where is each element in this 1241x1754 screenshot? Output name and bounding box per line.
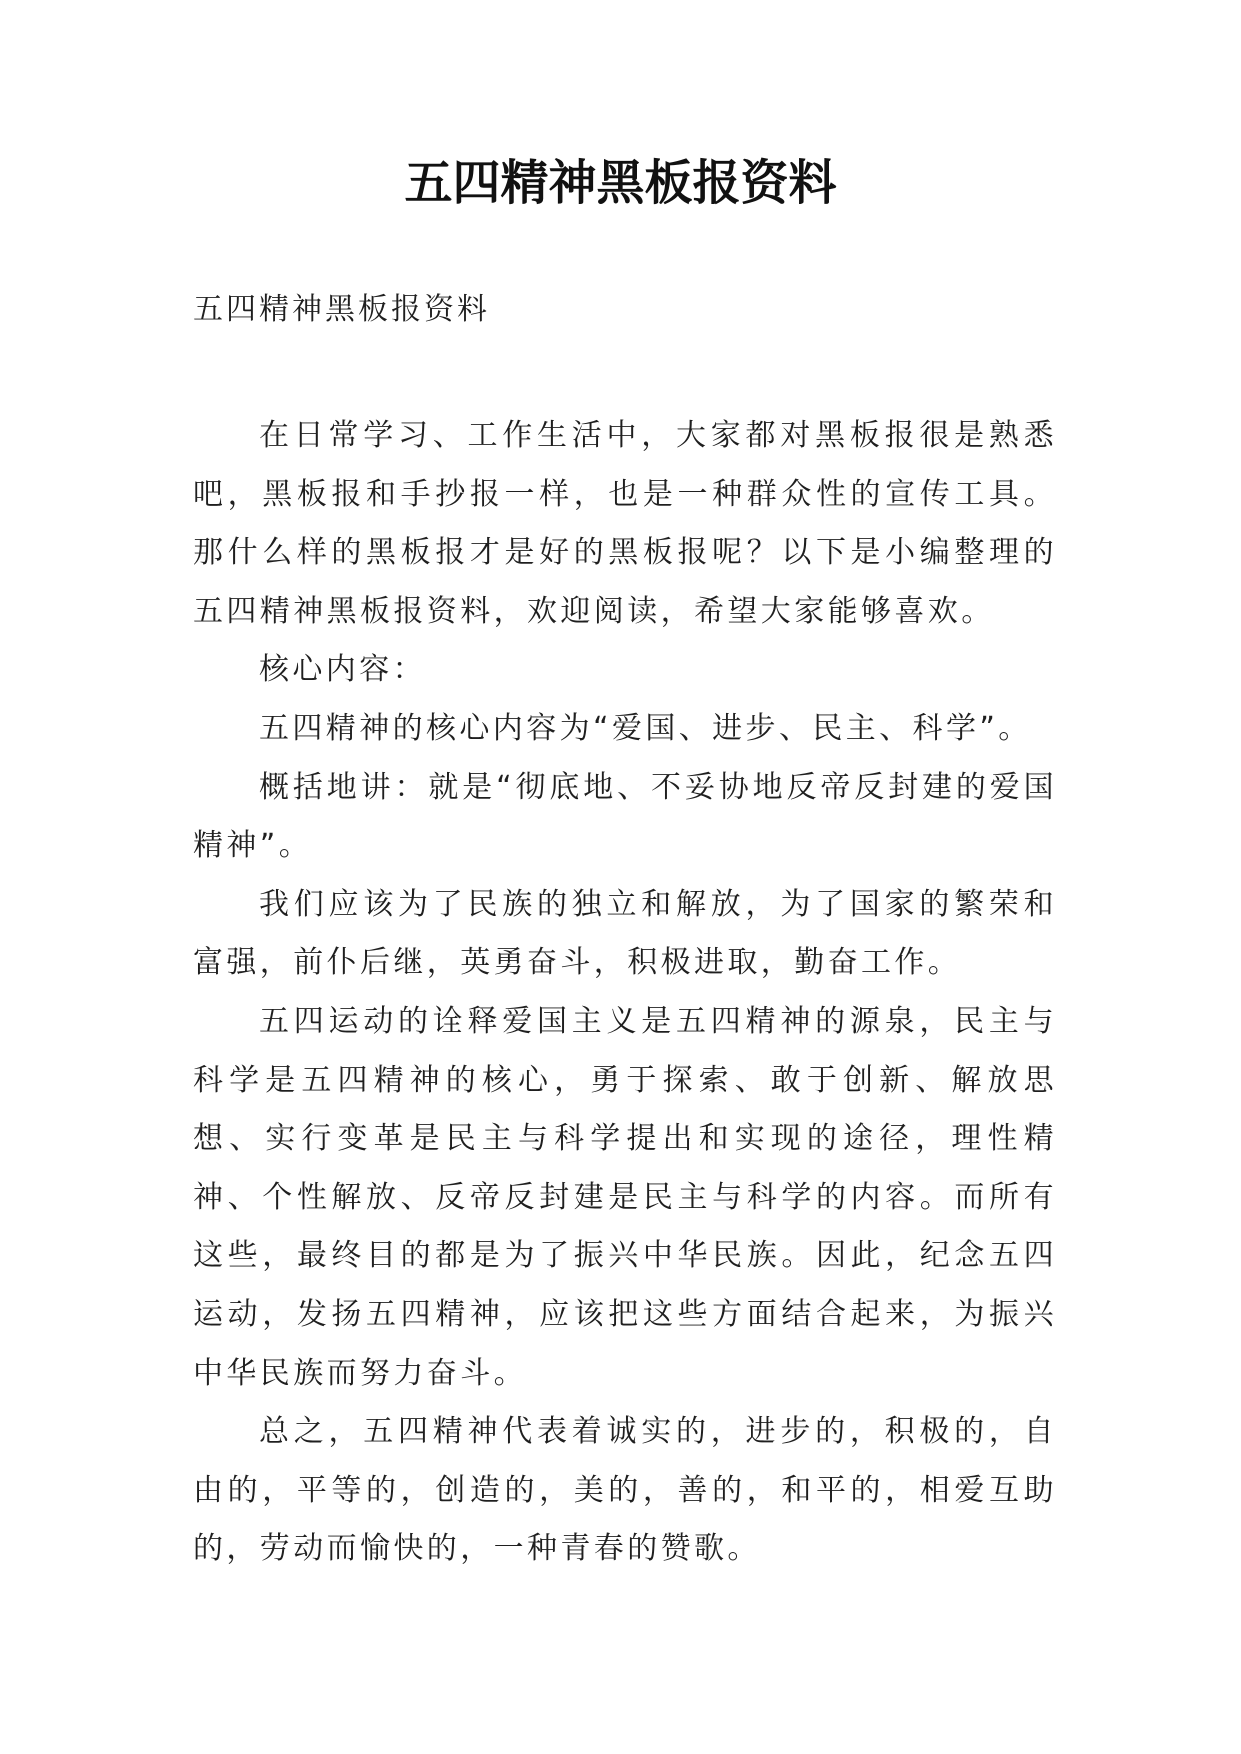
paragraph-summary-statement: 概括地讲：就是“彻底地、不妥协地反帝反封建的爱国精神”。: [193, 769, 1057, 864]
document-body: [193, 407, 1057, 1579]
page-title: 五四精神黑板报资料: [404, 155, 837, 211]
paragraph-intro: 在日常学习、工作生活中，大家都对黑板报很是熟悉吧，黑板报和手抄报一样，也是一种群众性的宣传工具。那什么样的黑板报才是好的黑板报呢？以下是小编整理的五四精神黑板报资料，欢迎阅读，希望大家能够喜欢。: [193, 418, 1057, 629]
paragraph-interpretation: 五四运动的诠释爱国主义是五四精神的源泉，民主与科学是五四精神的核心，勇于探索、敢于创新、解放思想、实行变革是民主与科学提出和实现的途径，理性精神、个性解放、反帝反封建是民主与科学的内容。而所有这些，最终目的都是为了振兴中华民族。因此，纪念五四运动，发扬五四精神，应该把这些方面结合起来，为振兴中华民族而努力奋斗。: [193, 1003, 1057, 1391]
paragraph-core-content: 五四精神的核心内容为“爱国、进步、民主、科学”。: [259, 710, 1032, 746]
paragraph-duty: 我们应该为了民族的独立和解放，为了国家的繁荣和富强，前仆后继，英勇奋斗，积极进取，勤奋工作。: [193, 886, 1057, 981]
paragraph-conclusion: 总之，五四精神代表着诚实的，进步的，积极的，自由的，平等的，创造的，美的，善的，和平的，相爱互助的，劳动而愉快的，一种青春的赞歌。: [193, 1414, 1057, 1567]
document-subtitle: 五四精神黑板报资料: [193, 292, 490, 327]
paragraph-core-heading: 核心内容：: [259, 652, 426, 688]
